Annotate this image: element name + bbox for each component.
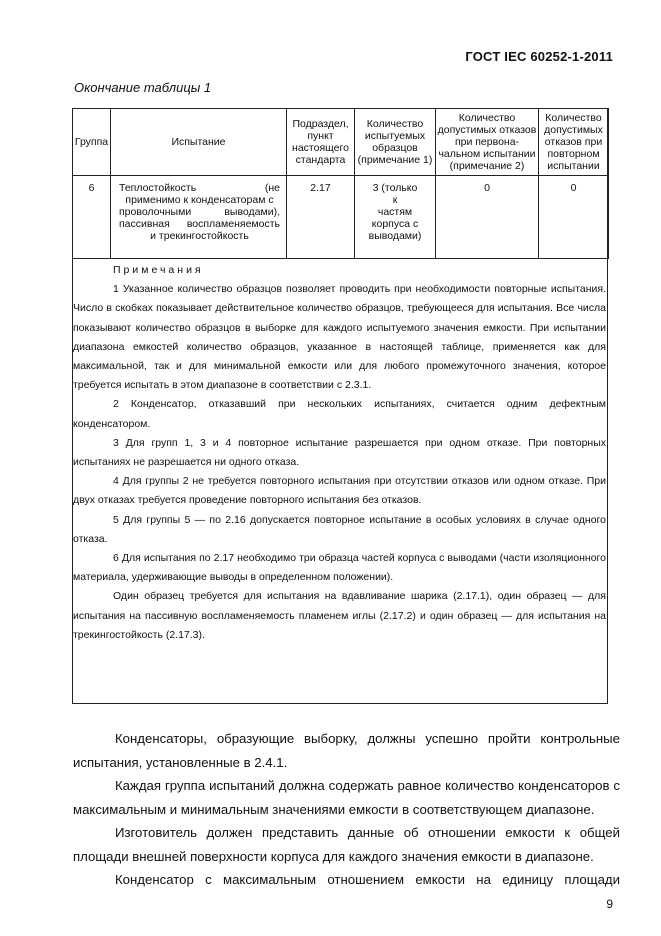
table-1-frame <box>72 108 608 704</box>
column-header-test: Испытание <box>111 109 287 176</box>
standard-designation: ГОСТ IEC 60252-1-2011 <box>465 49 613 64</box>
test-table <box>72 108 609 259</box>
note-item: Один образец требуется для испытания на вдавливание шарика (2.17.1), один образец — для испытания на пассивную воспламеняемость пламенем иглы (2.17.2) и один образец — для испытания на трекингостойкость (2.17.3). <box>73 590 606 641</box>
table-header-row <box>73 109 609 176</box>
note-item: 3 Для групп 1, 3 и 4 повторное испытание разрешается при одном отказе. При повторных испытаниях не разрешается ни одного отказа. <box>73 436 606 469</box>
body-paragraph: Каждая группа испытаний должна содержать равное количество конденсаторов с максимальным и минимальным значениями емкости в соответствующем диапазоне. <box>73 778 620 817</box>
body-paragraph: Конденсатор с максимальным отношением емкости на единицу площади <box>115 872 620 887</box>
cell-test <box>111 176 287 259</box>
samples-line: 3 (только <box>372 182 418 194</box>
page-number: 9 <box>606 897 613 911</box>
note-item: 5 Для группы 5 — по 2.16 допускается повторное испытание в особых условиях в случае одного отказа. <box>73 513 606 545</box>
test-line: проволочными выводами), <box>119 206 280 218</box>
cell-failures-retest: 0 <box>539 176 609 259</box>
column-header-failures-retest: Количество допустимых отказов при повторном испытании <box>539 109 609 176</box>
column-header-clause: Подраздел, пункт настоящего стандарта <box>287 109 355 176</box>
samples-line: к <box>392 194 398 206</box>
table-continuation-caption: Окончание таблицы 1 <box>74 80 212 95</box>
table-row <box>73 176 609 259</box>
samples-line: частям <box>377 206 413 218</box>
samples-line: корпуса с <box>371 218 419 230</box>
column-header-group: Группа <box>73 109 111 176</box>
note-item: 1 Указанное количество образцов позволяет проводить при необходимости повторные испытания. Число в скобках показывает действительное количество образцов, требующееся для испытания. Все числа показывают количество образцов в выборке для каждого испытуемого значения емкости. При испытании диапазона емкостей количество образцов, указанное в настоящей таблице, применяется как для максимальной, так и для минимальной емкости или для любого промежуточного значения, которое требуется испытать в этом диапазоне в соответствии с 2.3.1. <box>73 283 606 392</box>
column-header-samples: Количество испытуемых образцов (примечание 1) <box>355 109 436 176</box>
body-text <box>73 727 620 892</box>
note-item: 6 Для испытания по 2.17 необходимо три образца частей корпуса с выводами (части изоляционного материала, удерживающие выводы в определенном положении). <box>73 552 606 584</box>
cell-clause: 2.17 <box>287 176 355 259</box>
test-line: и трекингостойкость <box>150 230 249 242</box>
test-line: пассивная воспламеняемость <box>119 218 280 230</box>
test-line: применимо к конденсаторам с <box>125 194 274 206</box>
cell-samples <box>355 176 436 259</box>
test-line: Теплостойкость (не <box>119 182 280 194</box>
cell-group: 6 <box>73 176 111 259</box>
samples-line: выводами) <box>368 230 422 242</box>
column-header-failures-initial: Количество допустимых отказов при первона-чальном испытании (примечание 2) <box>436 109 539 176</box>
body-paragraph: Изготовитель должен представить данные об отношении емкости к общей площади внешней поверхности корпуса для каждого значения емкости в диапазоне. <box>73 825 620 864</box>
note-item: 4 Для группы 2 не требуется повторного испытания при отсутствии отказов или одном отказе. При двух отказах требуется проведение повторного испытания без отказов. <box>73 475 606 507</box>
table-notes <box>73 261 607 645</box>
notes-title: Примечания <box>113 264 204 276</box>
body-paragraph: Конденсаторы, образующие выборку, должны успешно пройти контрольные испытания, установленные в 2.4.1. <box>73 731 620 770</box>
cell-failures-initial: 0 <box>436 176 539 259</box>
note-item: 2 Конденсатор, отказавший при нескольких испытаниях, считается одним дефектным конденсатором. <box>73 398 606 430</box>
